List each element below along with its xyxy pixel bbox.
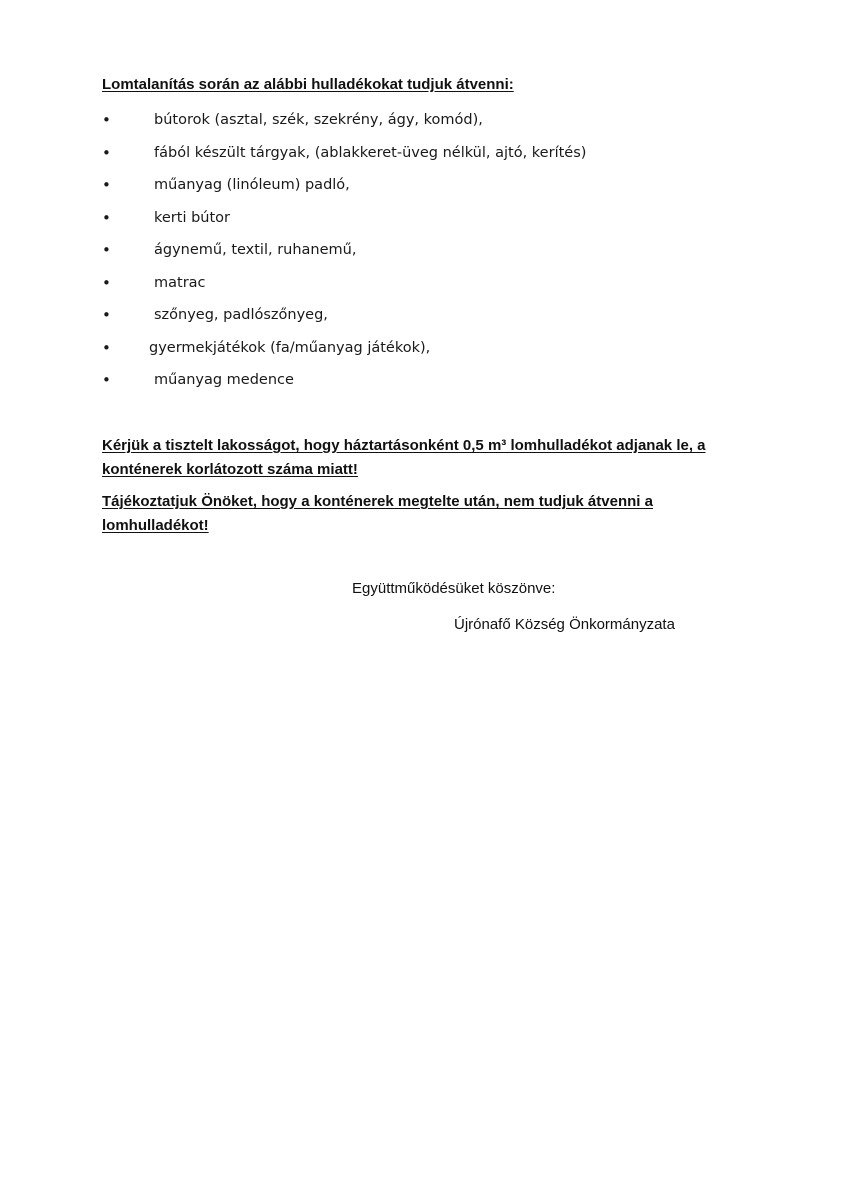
list-heading: Lomtalanítás során az alábbi hulladékokat tudjuk átvenni: bbox=[102, 76, 514, 93]
bullet-icon: • bbox=[102, 111, 111, 129]
bullet-icon: • bbox=[102, 338, 111, 357]
list-item bbox=[102, 173, 742, 206]
bullet-icon: • bbox=[102, 371, 111, 389]
accepted-waste-list bbox=[102, 108, 742, 401]
list-item bbox=[102, 141, 742, 174]
bullet-icon: • bbox=[102, 208, 111, 227]
bullet-icon: • bbox=[102, 176, 111, 194]
bullet-icon: • bbox=[102, 241, 111, 259]
list-item-text: műanyag medence bbox=[154, 372, 294, 388]
list-item-text: műanyag (linóleum) padló, bbox=[154, 177, 350, 193]
list-item bbox=[102, 206, 742, 239]
list-item-text: bútorok (asztal, szék, szekrény, ágy, komód), bbox=[154, 112, 483, 128]
signature: Újrónafő Község Önkormányzata bbox=[454, 616, 675, 633]
bullet-icon: • bbox=[102, 273, 111, 292]
list-item-text: ágynemű, textil, ruhanemű, bbox=[154, 242, 357, 258]
list-item-text: fából készült tárgyak, (ablakkeret-üveg nélkül, ajtó, kerítés) bbox=[154, 144, 587, 161]
list-item bbox=[102, 336, 742, 369]
container-full-notice: Tájékoztatjuk Önöket, hogy a konténerek megtelte után, nem tudjuk átvenni a lomhulladékot! bbox=[102, 493, 653, 534]
list-item bbox=[102, 303, 742, 336]
list-item bbox=[102, 271, 742, 304]
list-item-text: kerti bútor bbox=[154, 209, 230, 226]
list-item bbox=[102, 368, 742, 401]
list-item-text: gyermekjátékok (fa/műanyag játékok), bbox=[149, 339, 431, 356]
list-item-text: szőnyeg, padlószőnyeg, bbox=[154, 307, 328, 323]
list-item bbox=[102, 108, 742, 141]
list-item-text: matrac bbox=[154, 274, 206, 291]
bullet-icon: • bbox=[102, 306, 111, 324]
list-item bbox=[102, 238, 742, 271]
closing-thanks: Együttműködésüket köszönve: bbox=[352, 580, 556, 597]
bullet-icon: • bbox=[102, 143, 111, 162]
quota-notice: Kérjük a tisztelt lakosságot, hogy háztartásonként 0,5 m³ lomhulladékot adjanak le, a konténerek korlátozott száma miatt! bbox=[102, 437, 706, 478]
